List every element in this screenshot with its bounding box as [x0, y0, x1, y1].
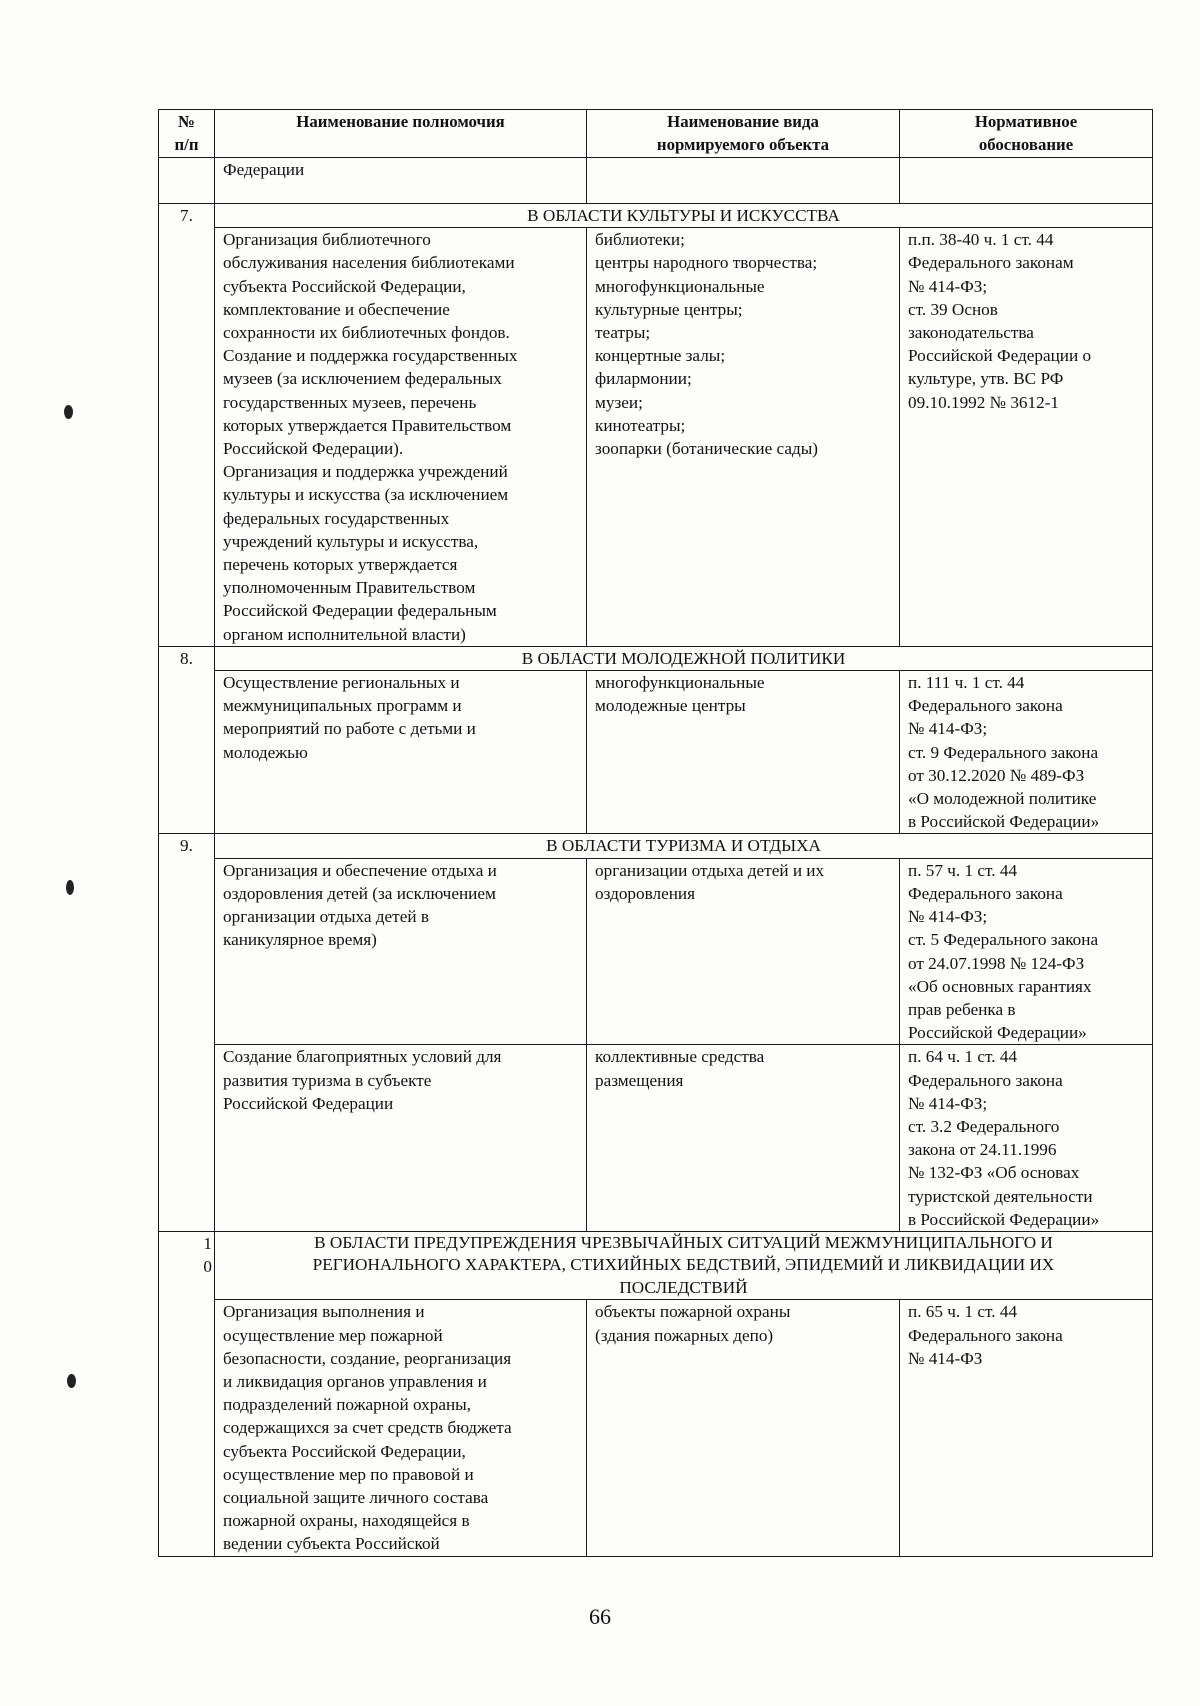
- section-title: В ОБЛАСТИ МОЛОДЕЖНОЙ ПОЛИТИКИ: [215, 646, 1153, 670]
- carryover-basis-cell: [900, 158, 1153, 204]
- section-number: 7.: [159, 204, 215, 647]
- header-authority: Наименование полномочия: [215, 110, 587, 158]
- basis-cell: п.п. 38-40 ч. 1 ст. 44 Федерального законам № 414-ФЗ; ст. 39 Основ законодательства Российской Федерации о культуре, утв. ВС РФ 09.10.1992 № 3612-1: [900, 228, 1153, 647]
- authority-cell: Организация библиотечного обслуживания населения библиотеками субъекта Российской Федерации, комплектование и обеспечение сохранности их библиотечных фондов. Создание и поддержка государственных музеев (за исключением федеральных государственных музеев, перечень которых утверждается Правительством Российской Федерации). Организация и поддержка учреждений культуры и искусства (за исключением федеральных государственных учреждений культуры и искусства, перечень которых утверждается уполномоченным Правительством Российской Федерации федеральным органом исполнительной власти): [215, 228, 587, 647]
- section-title: В ОБЛАСТИ ТУРИЗМА И ОТДЫХА: [215, 834, 1153, 858]
- section-number: 1 0: [159, 1231, 215, 1556]
- header-number: № п/п: [159, 110, 215, 158]
- object-cell: организации отдыха детей и их оздоровления: [587, 858, 900, 1045]
- table-row: [159, 671, 1153, 834]
- object-cell: библиотеки; центры народного творчества; многофункциональные культурные центры; театры; концертные залы; филармонии; музеи; кинотеатры; зоопарки (ботанические сады): [587, 228, 900, 647]
- table-row: [159, 1045, 1153, 1232]
- regulation-table: [158, 109, 1153, 1557]
- section-header-row: [159, 646, 1153, 670]
- basis-cell: п. 57 ч. 1 ст. 44 Федерального закона № 414-ФЗ; ст. 5 Федерального закона от 24.07.1998 № 124-ФЗ «Об основных гарантиях прав ребенка в Российской Федерации»: [900, 858, 1153, 1045]
- scan-speck: [67, 1374, 76, 1388]
- section-number: 9.: [159, 834, 215, 1231]
- scan-speck: [66, 880, 74, 895]
- carryover-authority-cell: Федерации: [215, 158, 587, 204]
- section-title: В ОБЛАСТИ ПРЕДУПРЕЖДЕНИЯ ЧРЕЗВЫЧАЙНЫХ СИТУАЦИЙ МЕЖМУНИЦИПАЛЬНОГО И РЕГИОНАЛЬНОГО ХАРАКТЕРА, СТИХИЙНЫХ БЕДСТВИЙ, ЭПИДЕМИЙ И ЛИКВИДАЦИИ ИХ ПОСЛЕДСТВИЙ: [215, 1231, 1153, 1300]
- header-basis: Нормативное обоснование: [900, 110, 1153, 158]
- section-header-row: [159, 204, 1153, 228]
- carryover-object-cell: [587, 158, 900, 204]
- carryover-row: [159, 158, 1153, 204]
- object-cell: коллективные средства размещения: [587, 1045, 900, 1232]
- table-row: [159, 858, 1153, 1045]
- basis-cell: п. 111 ч. 1 ст. 44 Федерального закона № 414-ФЗ; ст. 9 Федерального закона от 30.12.2020 № 489-ФЗ «О молодежной политике в Российской Федерации»: [900, 671, 1153, 834]
- section-header-row: [159, 834, 1153, 858]
- basis-cell: п. 64 ч. 1 ст. 44 Федерального закона № 414-ФЗ; ст. 3.2 Федерального закона от 24.11.1996 № 132-ФЗ «Об основах туристской деятельности в Российской Федерации»: [900, 1045, 1153, 1232]
- object-cell: объекты пожарной охраны (здания пожарных депо): [587, 1300, 900, 1556]
- section-title: В ОБЛАСТИ КУЛЬТУРЫ И ИСКУССТВА: [215, 204, 1153, 228]
- authority-cell: Создание благоприятных условий для развития туризма в субъекте Российской Федерации: [215, 1045, 587, 1232]
- header-row: [159, 110, 1153, 158]
- table-row: [159, 1300, 1153, 1556]
- authority-cell: Организация и обеспечение отдыха и оздоровления детей (за исключением организации отдыха детей в каникулярное время): [215, 858, 587, 1045]
- authority-cell: Осуществление региональных и межмуниципальных программ и мероприятий по работе с детьми и молодежью: [215, 671, 587, 834]
- page-number: 66: [589, 1604, 611, 1629]
- scan-speck: [64, 405, 73, 419]
- section-header-row: [159, 1231, 1153, 1300]
- object-cell: многофункциональные молодежные центры: [587, 671, 900, 834]
- header-object: Наименование вида нормируемого объекта: [587, 110, 900, 158]
- basis-cell: п. 65 ч. 1 ст. 44 Федерального закона № 414-ФЗ: [900, 1300, 1153, 1556]
- section-number: 8.: [159, 646, 215, 834]
- authority-cell: Организация выполнения и осуществление мер пожарной безопасности, создание, реорганизация и ликвидация органов управления и подразделений пожарной охраны, содержащихся за счет средств бюджета субъекта Российской Федерации, осуществление мер по правовой и социальной защите личного состава пожарной охраны, находящейся в ведении субъекта Российской: [215, 1300, 587, 1556]
- table-row: [159, 228, 1153, 647]
- carryover-number-cell: [159, 158, 215, 204]
